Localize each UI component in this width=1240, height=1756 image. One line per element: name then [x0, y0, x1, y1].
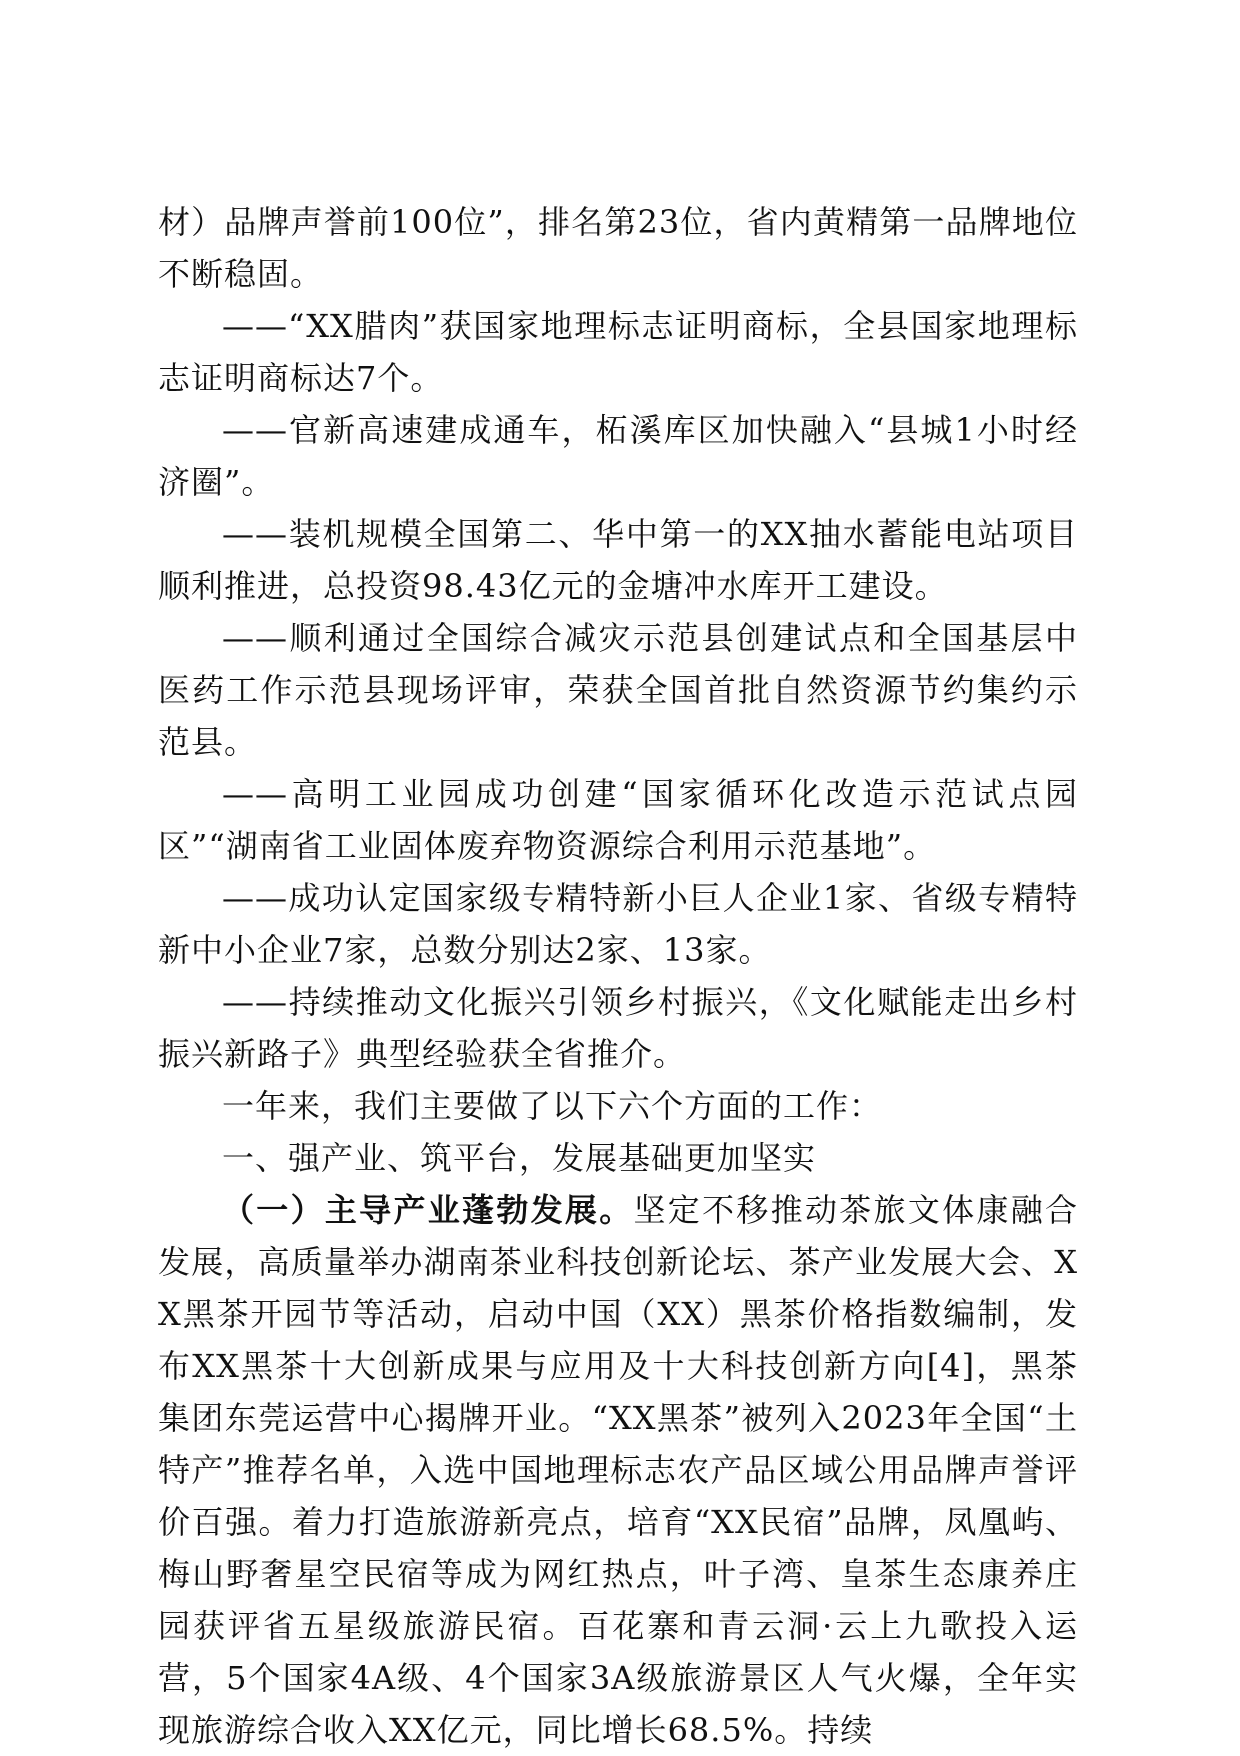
paragraph-bullet-industrial-park: ——高明工业园成功创建“国家循环化改造示范试点园区”“湖南省工业固体废弃物资源综合利用示范基地”。 [158, 775, 1078, 865]
paragraph-bullet-enterprises: ——成功认定国家级专精特新小巨人企业1家、省级专精特新中小企业7家，总数分别达2家、13家。 [158, 879, 1078, 969]
paragraph-industry [158, 1184, 1078, 1756]
paragraph-bullet-larou: ——“XX腊肉”获国家地理标志证明商标，全县国家地理标志证明商标达7个。 [158, 307, 1078, 397]
paragraph-summary: 一年来，我们主要做了以下六个方面的工作： [222, 1087, 883, 1125]
paragraph-continuation: 材）品牌声誉前100位”，排名第23位，省内黄精第一品牌地位不断稳固。 [158, 203, 1078, 293]
paragraph-bullet-highway: ——官新高速建成通车，柘溪库区加快融入“县城1小时经济圈”。 [158, 411, 1078, 501]
document-body [158, 196, 1078, 1756]
paragraph-bullet-culture: ——持续推动文化振兴引领乡村振兴，《文化赋能走出乡村振兴新路子》典型经验获全省推介。 [158, 983, 1078, 1073]
subsection-body: 坚定不移推动茶旅文体康融合发展，高质量举办湖南茶业科技创新论坛、茶产业发展大会、XX黑茶开园节等活动，启动中国（XX）黑茶价格指数编制，发布XX黑茶十大创新成果与应用及十大科技创新方向[4]，黑茶集团东莞运营中心揭牌开业。“XX黑茶”被列入2023年全国“土特产”推荐名单，入选中国地理标志农产品区域公用品牌声誉评价百强。着力打造旅游新亮点，培育“XX民宿”品牌，凤凰屿、梅山野奢星空民宿等成为网红热点，叶子湾、皇茶生态康养庄园获评省五星级旅游民宿。百花寨和青云洞·云上九歌投入运营，5个国家4A级、4个国家3A级旅游景区人气火爆，全年实现旅游综合收入XX亿元，同比增长68.5%。持续 [158, 1191, 1078, 1749]
section-heading: 一、强产业、筑平台，发展基础更加坚实 [222, 1139, 817, 1177]
paragraph-bullet-demo-county: ——顺利通过全国综合减灾示范县创建试点和全国基层中医药工作示范县现场评审，荣获全国首批自然资源节约集约示范县。 [158, 619, 1078, 761]
subsection-heading: （一）主导产业蓬勃发展。 [222, 1191, 634, 1229]
paragraph-bullet-power-station: ——装机规模全国第二、华中第一的XX抽水蓄能电站项目顺利推进，总投资98.43亿元的金塘冲水库开工建设。 [158, 515, 1078, 605]
